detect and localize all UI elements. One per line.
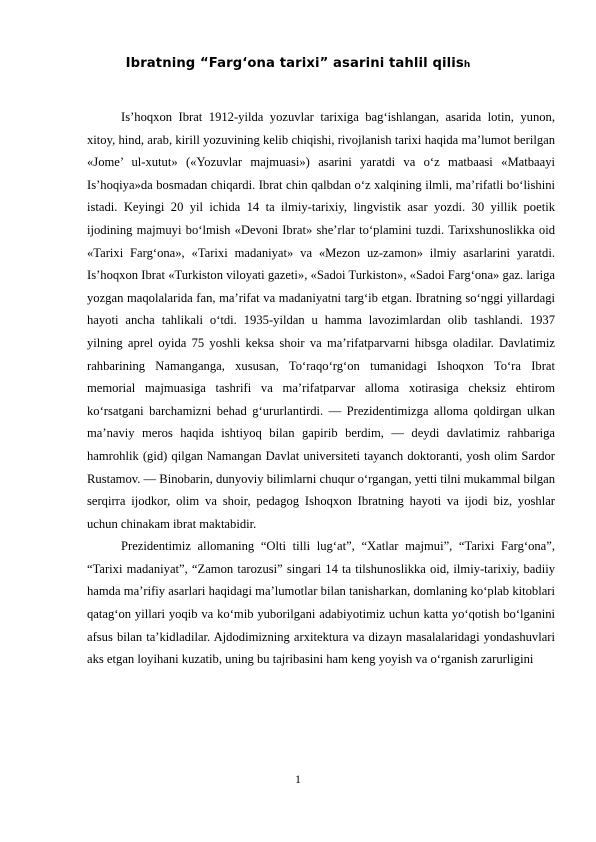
title-text: Ibratning “Farg‘ona tarixi” asarini tahlil qilis [125,56,464,71]
document-title [0,56,596,71]
document-body [87,106,555,671]
title-tail-text: h [463,60,471,70]
page-number: 1 [295,772,301,786]
paragraph-1: Is’hoqxon Ibrat 1912-yilda yozuvlar tarixiga bag‘ishlangan, asarida lotin, yunon, xitoy, hind, arab, kirill yozuvining kelib chiqishi, rivojlanish tarixi haqida ma’lumot berilgan «Jome’ ul-xutut» («Yozuvlar majmuasi») asarini yaratdi va o‘z matbaasi «Matbaayi Is’hoqiya»da bosmadan chiqardi. Ibrat chin qalbdan o‘z xalqining ilmli, ma’rifatli bo‘lishini istadi. Keyingi 20 yil ichida 14 ta ilmiy-tarixiy, lingvistik asar yozdi. 30 yillik poetik ijodining majmuyi bo‘lmish «Devoni Ibrat» she’rlar to‘plamini tuzdi. Tarixshunoslikka oid «Tarixi Farg‘ona», «Tarixi madaniyat» va «Mezon uz-zamon» ilmiy asarlarini yaratdi. Is’hoqxon Ibrat «Turkiston viloyati gazeti», «Sadoi Turkiston», «Sadoi Farg‘ona» gaz. lariga yozgan maqolalarida fan, ma’rifat va madaniyatni targ‘ib etgan. Ibratning so‘nggi yillardagi hayoti ancha tahlikali o‘tdi. 1935-yildan u hamma lavozimlardan olib tashlandi. 1937 yilning aprel oyida 75 yoshli keksa shoir va ma’rifatparvarni hibsga oladilar. Davlatimiz rahbarining Namanganga, xususan, To‘raqo‘rg‘on tumanidagi Ishoqxon To‘ra Ibrat memorial majmuasiga tashrifi va ma’rifatparvar alloma xotirasiga cheksiz ehtirom ko‘rsatgani barchamizni behad g‘ururlantirdi. — Prezidentimizga alloma qoldirgan ulkan ma’naviy meros haqida ishtiyoq bilan gapirib berdim, — deydi davlatimiz rahbariga hamrohlik (gid) qilgan Namangan Davlat universiteti tayanch doktoranti, yosh olim Sardor Rustamov. — Binobarin, dunyoviy bilimlarni chuqur o‘rgangan, yetti tilni mukammal bilgan serqirra ijodkor, olim va shoir, pedagog Ishoqxon Ibratning hayoti va ijodi biz, yoshlar uchun chinakam ibrat maktabidir. [87,110,556,531]
paragraph-2: Prezidentimiz allomaning “Olti tilli lug‘at”, “Xatlar majmui”, “Tarixi Farg‘ona”, “Tarixi madaniyat”, “Zamon tarozusi” singari 14 ta tilshunoslikka oid, ilmiy-tarixiy, badiiy hamda ma’rifiy asarlari haqidagi ma’lumotlar bilan tanisharkan, domlaning ko‘plab kitoblari qatag‘on yillari yoqib va ko‘mib yuborilgani adabiyotimiz uchun katta yo‘qotish bo‘lganini afsus bilan ta’kidladilar. Ajdodimizning arxitektura va dizayn masalalaridagi yondashuvlari aks etgan loyihani kuzatib, uning bu tajribasini ham keng yoyish va o‘rganish zarurligini [87,539,555,667]
